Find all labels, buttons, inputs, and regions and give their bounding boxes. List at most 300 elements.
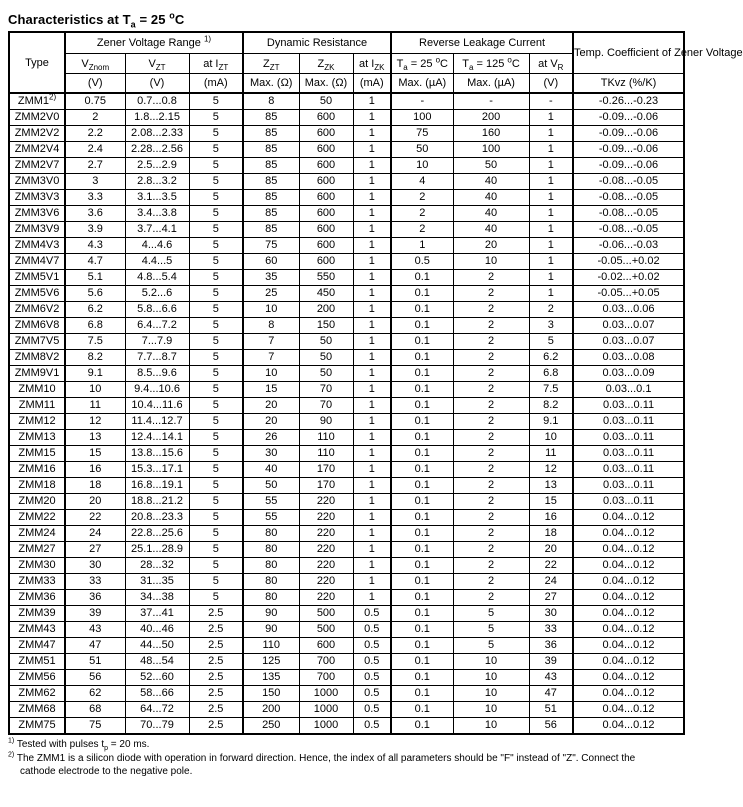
value-cell: 2.28...2.56 xyxy=(125,142,189,158)
type-cell: ZMM20 xyxy=(9,494,65,510)
value-cell: 1000 xyxy=(299,718,353,735)
value-cell: 85 xyxy=(243,142,299,158)
value-cell: 20 xyxy=(243,414,299,430)
value-cell: 10 xyxy=(65,382,125,398)
value-cell: 2.5 xyxy=(189,670,243,686)
value-cell: 220 xyxy=(299,510,353,526)
value-cell: 51 xyxy=(529,702,573,718)
value-cell: 70 xyxy=(299,398,353,414)
value-cell: 24 xyxy=(65,526,125,542)
value-cell: 110 xyxy=(243,638,299,654)
column-header-at-izt: at $I_{ZT}$ xyxy=(189,54,243,74)
value-cell: 22 xyxy=(65,510,125,526)
value-cell: 5 xyxy=(189,462,243,478)
value-cell: 0.03...0.07 xyxy=(573,318,684,334)
value-cell: 0.03...0.11 xyxy=(573,446,684,462)
value-cell: 9.4...10.6 xyxy=(125,382,189,398)
value-cell: 13 xyxy=(529,478,573,494)
value-cell: 2 xyxy=(391,190,453,206)
value-cell: 5 xyxy=(453,638,529,654)
value-cell: 47 xyxy=(65,638,125,654)
value-cell: 5 xyxy=(453,622,529,638)
value-cell: 600 xyxy=(299,190,353,206)
value-cell: 1 xyxy=(529,142,573,158)
value-cell: 15.3...17.1 xyxy=(125,462,189,478)
value-cell: 1 xyxy=(353,430,391,446)
value-cell: 75 xyxy=(65,718,125,735)
value-cell: 0.04...0.12 xyxy=(573,590,684,606)
value-cell: 75 xyxy=(243,238,299,254)
value-cell: 0.7...0.8 xyxy=(125,93,189,110)
table-row xyxy=(9,126,684,142)
value-cell: 44...50 xyxy=(125,638,189,654)
value-cell: 1 xyxy=(353,222,391,238)
value-cell: 2 xyxy=(453,462,529,478)
type-cell: ZMM7V5 xyxy=(9,334,65,350)
value-cell: 2 xyxy=(453,558,529,574)
value-cell: 600 xyxy=(299,142,353,158)
value-cell: 0.1 xyxy=(391,606,453,622)
value-cell: 500 xyxy=(299,622,353,638)
value-cell: 5.1 xyxy=(65,270,125,286)
value-cell: 5 xyxy=(529,334,573,350)
value-cell: 0.1 xyxy=(391,542,453,558)
value-cell: 1 xyxy=(353,142,391,158)
footnotes xyxy=(8,738,672,778)
value-cell: 40 xyxy=(453,206,529,222)
type-cell: ZMM4V7 xyxy=(9,254,65,270)
table-row xyxy=(9,334,684,350)
value-cell: 1 xyxy=(353,478,391,494)
value-cell: 2 xyxy=(453,430,529,446)
unit-header: TKvz (%/K) xyxy=(573,74,684,94)
value-cell: 43 xyxy=(65,622,125,638)
value-cell: 1 xyxy=(353,574,391,590)
value-cell: 0.1 xyxy=(391,334,453,350)
value-cell: 0.03...0.06 xyxy=(573,302,684,318)
type-cell: ZMM2V2 xyxy=(9,126,65,142)
value-cell: 0.03...0.1 xyxy=(573,382,684,398)
value-cell: 0.03...0.11 xyxy=(573,494,684,510)
type-cell: ZMM3V0 xyxy=(9,174,65,190)
type-cell: ZMM56 xyxy=(9,670,65,686)
value-cell: 0.1 xyxy=(391,414,453,430)
value-cell: 2 xyxy=(453,590,529,606)
value-cell: 40 xyxy=(453,190,529,206)
value-cell: 2 xyxy=(391,206,453,222)
value-cell: 90 xyxy=(299,414,353,430)
value-cell: 1 xyxy=(529,158,573,174)
value-cell: 2 xyxy=(453,318,529,334)
value-cell: 2 xyxy=(453,350,529,366)
value-cell: 12 xyxy=(65,414,125,430)
value-cell: 5 xyxy=(189,286,243,302)
value-cell: -0.09...-0.06 xyxy=(573,142,684,158)
value-cell: 48...54 xyxy=(125,654,189,670)
table-row xyxy=(9,414,684,430)
table-row xyxy=(9,654,684,670)
footnote-1: $^{1)}$ Tested with pulses $t_p = 20$ ms. xyxy=(8,737,150,752)
value-cell: 600 xyxy=(299,638,353,654)
value-cell: 2 xyxy=(453,542,529,558)
value-cell: 1 xyxy=(353,318,391,334)
unit-header: Max. (Ω) xyxy=(299,74,353,94)
value-cell: 125 xyxy=(243,654,299,670)
value-cell: 18.8...21.2 xyxy=(125,494,189,510)
value-cell: 135 xyxy=(243,670,299,686)
value-cell: 170 xyxy=(299,462,353,478)
value-cell: 0.04...0.12 xyxy=(573,558,684,574)
value-cell: 0.1 xyxy=(391,574,453,590)
unit-header: (mA) xyxy=(353,74,391,94)
value-cell: 35 xyxy=(243,270,299,286)
group-header-reverse-leakage-current: Reverse Leakage Current xyxy=(391,32,573,54)
unit-header: Max. (Ω) xyxy=(243,74,299,94)
column-header-zzk: $Z_{ZK}$ xyxy=(299,54,353,74)
value-cell: 3.3 xyxy=(65,190,125,206)
table-row xyxy=(9,93,684,110)
value-cell: 0.1 xyxy=(391,558,453,574)
value-cell: 4 xyxy=(391,174,453,190)
value-cell: 1 xyxy=(353,158,391,174)
value-cell: 10 xyxy=(453,254,529,270)
value-cell: 33 xyxy=(529,622,573,638)
value-cell: 1 xyxy=(353,542,391,558)
value-cell: 0.04...0.12 xyxy=(573,702,684,718)
value-cell: 10 xyxy=(453,686,529,702)
value-cell: 2 xyxy=(453,286,529,302)
value-cell: 30 xyxy=(529,606,573,622)
value-cell: 5 xyxy=(189,93,243,110)
type-cell: ZMM22 xyxy=(9,510,65,526)
value-cell: 55 xyxy=(243,494,299,510)
value-cell: 0.04...0.12 xyxy=(573,654,684,670)
value-cell: 80 xyxy=(243,574,299,590)
table-row xyxy=(9,174,684,190)
value-cell: 6.8 xyxy=(65,318,125,334)
value-cell: 150 xyxy=(299,318,353,334)
unit-header: (V) xyxy=(529,74,573,94)
value-cell: 8.2 xyxy=(65,350,125,366)
value-cell: 0.04...0.12 xyxy=(573,686,684,702)
value-cell: 50 xyxy=(453,158,529,174)
table-row xyxy=(9,478,684,494)
value-cell: 70...79 xyxy=(125,718,189,735)
value-cell: 2 xyxy=(453,510,529,526)
table-row xyxy=(9,526,684,542)
value-cell: 1 xyxy=(353,254,391,270)
value-cell: 5 xyxy=(189,398,243,414)
value-cell: 0.04...0.12 xyxy=(573,670,684,686)
value-cell: 16 xyxy=(529,510,573,526)
type-cell: ZMM43 xyxy=(9,622,65,638)
value-cell: 1 xyxy=(353,206,391,222)
type-cell: ZMM9V1 xyxy=(9,366,65,382)
value-cell: 0.04...0.12 xyxy=(573,542,684,558)
value-cell: 3.9 xyxy=(65,222,125,238)
value-cell: -0.26...-0.23 xyxy=(573,93,684,110)
value-cell: 1 xyxy=(353,558,391,574)
value-cell: 40 xyxy=(453,222,529,238)
table-row xyxy=(9,238,684,254)
value-cell: 27 xyxy=(65,542,125,558)
value-cell: -0.08...-0.05 xyxy=(573,206,684,222)
value-cell: 220 xyxy=(299,574,353,590)
value-cell: 50 xyxy=(299,93,353,110)
value-cell: 50 xyxy=(299,366,353,382)
value-cell: - xyxy=(529,93,573,110)
value-cell: 2.2 xyxy=(65,126,125,142)
value-cell: 2.08...2.33 xyxy=(125,126,189,142)
value-cell: 30 xyxy=(65,558,125,574)
table-row xyxy=(9,142,684,158)
value-cell: 220 xyxy=(299,526,353,542)
value-cell: 6.2 xyxy=(65,302,125,318)
value-cell: 85 xyxy=(243,206,299,222)
value-cell: - xyxy=(453,93,529,110)
value-cell: 15 xyxy=(65,446,125,462)
value-cell: 1 xyxy=(353,126,391,142)
value-cell: 5 xyxy=(189,414,243,430)
value-cell: 160 xyxy=(453,126,529,142)
value-cell: 3.1...3.5 xyxy=(125,190,189,206)
value-cell: 5.6 xyxy=(65,286,125,302)
column-header-ta-125: $T_a = 125$ $^o$C xyxy=(453,54,529,74)
type-cell: ZMM4V3 xyxy=(9,238,65,254)
value-cell: 2 xyxy=(453,270,529,286)
value-cell: 2.5 xyxy=(189,702,243,718)
value-cell: 5 xyxy=(189,526,243,542)
value-cell: 85 xyxy=(243,190,299,206)
value-cell: 0.5 xyxy=(391,254,453,270)
value-cell: 0.1 xyxy=(391,654,453,670)
value-cell: 20 xyxy=(243,398,299,414)
value-cell: 500 xyxy=(299,606,353,622)
value-cell: 5 xyxy=(189,574,243,590)
type-cell: ZMM8V2 xyxy=(9,350,65,366)
value-cell: 4.4...5 xyxy=(125,254,189,270)
type-cell: ZMM2V7 xyxy=(9,158,65,174)
value-cell: 0.5 xyxy=(353,686,391,702)
value-cell: 2 xyxy=(391,222,453,238)
table-row xyxy=(9,510,684,526)
value-cell: 2 xyxy=(453,574,529,590)
value-cell: 0.1 xyxy=(391,622,453,638)
column-header-vzt: $V_{ZT}$ xyxy=(125,54,189,74)
value-cell: 2 xyxy=(529,302,573,318)
value-cell: 220 xyxy=(299,558,353,574)
table-row xyxy=(9,494,684,510)
type-cell: ZMM47 xyxy=(9,638,65,654)
value-cell: 27 xyxy=(529,590,573,606)
value-cell: 80 xyxy=(243,526,299,542)
value-cell: 0.5 xyxy=(353,670,391,686)
value-cell: 10 xyxy=(453,702,529,718)
value-cell: 0.04...0.12 xyxy=(573,718,684,735)
value-cell: 50 xyxy=(299,350,353,366)
value-cell: 43 xyxy=(529,670,573,686)
value-cell: 2.5 xyxy=(189,686,243,702)
value-cell: 5 xyxy=(189,254,243,270)
value-cell: 1 xyxy=(529,190,573,206)
value-cell: 85 xyxy=(243,174,299,190)
value-cell: 26 xyxy=(243,430,299,446)
value-cell: 1 xyxy=(353,350,391,366)
type-cell: ZMM15 xyxy=(9,446,65,462)
value-cell: 6.2 xyxy=(529,350,573,366)
value-cell: 85 xyxy=(243,158,299,174)
value-cell: 56 xyxy=(529,718,573,735)
table-row xyxy=(9,718,684,735)
value-cell: 150 xyxy=(243,686,299,702)
value-cell: 5 xyxy=(189,510,243,526)
table-row xyxy=(9,398,684,414)
value-cell: 9.1 xyxy=(529,414,573,430)
value-cell: 1 xyxy=(529,270,573,286)
value-cell: 25 xyxy=(243,286,299,302)
value-cell: 0.04...0.12 xyxy=(573,638,684,654)
value-cell: 50 xyxy=(391,142,453,158)
unit-header: Max. (µA) xyxy=(453,74,529,94)
value-cell: 0.1 xyxy=(391,382,453,398)
type-cell: ZMM3V6 xyxy=(9,206,65,222)
value-cell: 0.1 xyxy=(391,350,453,366)
type-cell: ZMM13 xyxy=(9,430,65,446)
value-cell: 36 xyxy=(529,638,573,654)
value-cell: -0.08...-0.05 xyxy=(573,222,684,238)
value-cell: 51 xyxy=(65,654,125,670)
value-cell: 15 xyxy=(529,494,573,510)
column-header-ta-25: $T_a = 25$ $^o$C xyxy=(391,54,453,74)
type-cell: ZMM5V1 xyxy=(9,270,65,286)
value-cell: 8 xyxy=(243,318,299,334)
value-cell: 50 xyxy=(299,334,353,350)
value-cell: 5 xyxy=(189,302,243,318)
value-cell: 5 xyxy=(453,606,529,622)
value-cell: 600 xyxy=(299,174,353,190)
value-cell: 10 xyxy=(453,670,529,686)
type-cell: ZMM10 xyxy=(9,382,65,398)
value-cell: 5.8...6.6 xyxy=(125,302,189,318)
value-cell: 0.03...0.11 xyxy=(573,462,684,478)
value-cell: 50 xyxy=(243,478,299,494)
value-cell: 11 xyxy=(65,398,125,414)
value-cell: 7 xyxy=(243,334,299,350)
table-row xyxy=(9,206,684,222)
value-cell: 1 xyxy=(353,238,391,254)
value-cell: 39 xyxy=(65,606,125,622)
value-cell: 1 xyxy=(353,334,391,350)
value-cell: 0.1 xyxy=(391,318,453,334)
value-cell: 1 xyxy=(353,398,391,414)
value-cell: 0.1 xyxy=(391,670,453,686)
type-cell: ZMM33 xyxy=(9,574,65,590)
table-row xyxy=(9,318,684,334)
value-cell: 1000 xyxy=(299,686,353,702)
table-row xyxy=(9,638,684,654)
value-cell: 2 xyxy=(453,494,529,510)
value-cell: 3.7...4.1 xyxy=(125,222,189,238)
value-cell: 5 xyxy=(189,142,243,158)
value-cell: 33 xyxy=(65,574,125,590)
value-cell: 8.5...9.6 xyxy=(125,366,189,382)
value-cell: 5 xyxy=(189,270,243,286)
table-row xyxy=(9,254,684,270)
value-cell: 20 xyxy=(65,494,125,510)
value-cell: 0.1 xyxy=(391,270,453,286)
value-cell: 5 xyxy=(189,590,243,606)
value-cell: 0.03...0.11 xyxy=(573,430,684,446)
unit-header: (mA) xyxy=(189,74,243,94)
value-cell: 11.4...12.7 xyxy=(125,414,189,430)
table-row xyxy=(9,190,684,206)
value-cell: 5 xyxy=(189,126,243,142)
value-cell: 2.5 xyxy=(189,622,243,638)
column-header-at-vr: at $V_R$ xyxy=(529,54,573,74)
table-body xyxy=(9,93,684,734)
value-cell: 2.5 xyxy=(189,654,243,670)
value-cell: 0.1 xyxy=(391,366,453,382)
value-cell: 11 xyxy=(529,446,573,462)
table-row xyxy=(9,462,684,478)
type-cell: ZMM24 xyxy=(9,526,65,542)
value-cell: 5 xyxy=(189,158,243,174)
value-cell: 0.1 xyxy=(391,478,453,494)
value-cell: 0.1 xyxy=(391,446,453,462)
value-cell: 1 xyxy=(353,286,391,302)
characteristics-table xyxy=(8,31,743,735)
value-cell: 5 xyxy=(189,382,243,398)
value-cell: 85 xyxy=(243,126,299,142)
type-cell: ZMM68 xyxy=(9,702,65,718)
value-cell: 600 xyxy=(299,110,353,126)
value-cell: 2 xyxy=(453,414,529,430)
value-cell: 68 xyxy=(65,702,125,718)
value-cell: 60 xyxy=(243,254,299,270)
value-cell: 7.5 xyxy=(65,334,125,350)
value-cell: 85 xyxy=(243,222,299,238)
value-cell: 0.5 xyxy=(353,718,391,735)
value-cell: 0.1 xyxy=(391,702,453,718)
value-cell: 4.7 xyxy=(65,254,125,270)
value-cell: 40 xyxy=(453,174,529,190)
value-cell: 25.1...28.9 xyxy=(125,542,189,558)
value-cell: 100 xyxy=(391,110,453,126)
value-cell: -0.08...-0.05 xyxy=(573,190,684,206)
value-cell: 700 xyxy=(299,654,353,670)
value-cell: 5 xyxy=(189,446,243,462)
value-cell: 5 xyxy=(189,318,243,334)
value-cell: 1 xyxy=(353,494,391,510)
type-cell: ZMM5V6 xyxy=(9,286,65,302)
value-cell: 16.8...19.1 xyxy=(125,478,189,494)
table-row xyxy=(9,542,684,558)
value-cell: 1 xyxy=(529,254,573,270)
value-cell: 9.1 xyxy=(65,366,125,382)
value-cell: 55 xyxy=(243,510,299,526)
value-cell: 22 xyxy=(529,558,573,574)
value-cell: -0.06...-0.03 xyxy=(573,238,684,254)
value-cell: 1 xyxy=(529,238,573,254)
value-cell: 10 xyxy=(243,366,299,382)
value-cell: 700 xyxy=(299,670,353,686)
value-cell: 90 xyxy=(243,622,299,638)
value-cell: 20.8...23.3 xyxy=(125,510,189,526)
value-cell: 0.1 xyxy=(391,398,453,414)
type-cell: ZMM12 xyxy=(9,414,65,430)
value-cell: 600 xyxy=(299,206,353,222)
value-cell: 5 xyxy=(189,350,243,366)
